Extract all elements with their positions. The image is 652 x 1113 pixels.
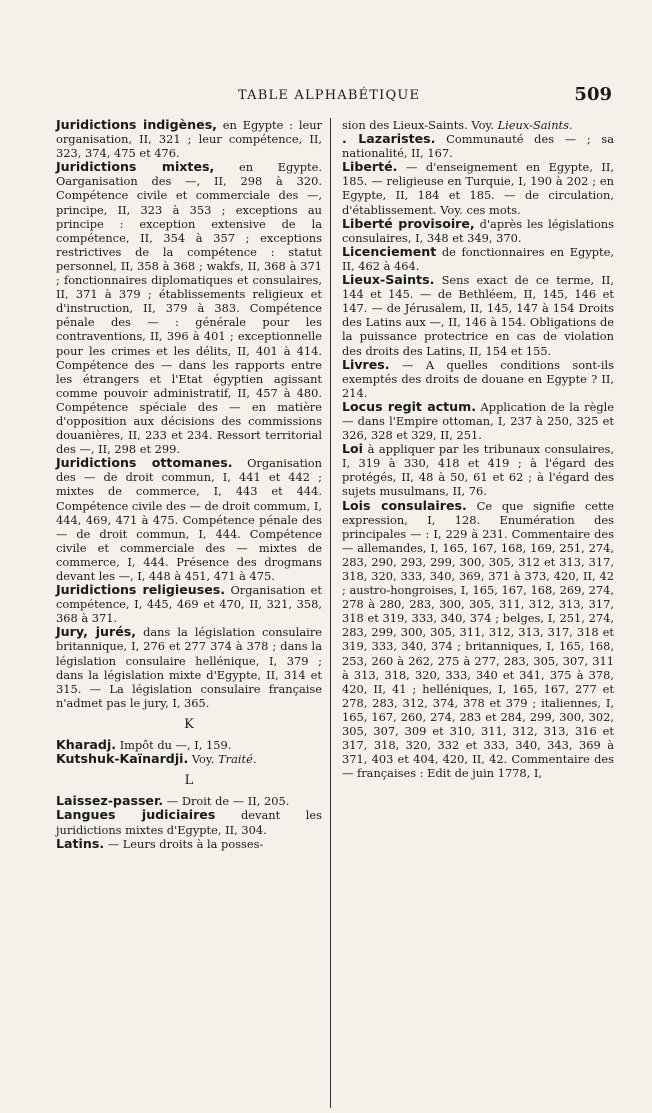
entry-text: — Droit de — II, 205.: [166, 794, 290, 809]
entry-headword: Licenciement: [342, 243, 437, 259]
entry-text: Organisation des — de droit commun, I, 441 et 442 ; mixtes de commerce, I, 443 et 444. Compétence civile des — de droit commum, I, 444, 469, 471 à 475. Compétence pénale des — de droit commun, I, 444. Compétence civile et commerciale des — mixtes de commerce, I, 444. Présence des drogmans devant les —, I, 448 à 451, 471 à 475.: [56, 456, 322, 583]
entry-headword: Loi: [342, 441, 363, 457]
entry-text: en Egypte. Oarganisation des —, II, 298 à 320. Compétence civile et commerciale des —, principe, II, 323 à 353 ; exceptions au principe : exception extensive de la compétence, II, 354 à 357 ; exceptions restrictives de la compétence : statut personnel, II, 358 à 368 ; wakfs, II, 368 à 371 ; fonctionnaires diplomatiques et consulaires, II, 371 à 379 ; établissements religieux et d'instruction, II, 379 à 383. Compétence pénale des — : générale pour les contraventions, II, 396 à 401 ; exceptionnelle pour les crimes et les délits, II, 401 à 414. Compétence des — dans les rapports entre les étrangers et l'Etat égyptien agissant comme pouvoir administratif, II, 457 à 480. Compétence spéciale des — en matière d'opposition aux décisions des commissions douanières, II, 233 et 234. Ressort territorial des —, II, 298 et 299.: [56, 160, 322, 457]
entry-headword: Jury, jurés,: [56, 624, 137, 640]
index-entry: [56, 456, 322, 583]
column-divider: [330, 118, 331, 1108]
index-entry: [342, 273, 614, 358]
entry-headword: Locus regit actum.: [342, 398, 477, 414]
entry-headword: Laissez-passer.: [56, 793, 164, 809]
entry-headword: Latins.: [56, 835, 105, 851]
index-entry: [342, 442, 614, 498]
entry-text: Impôt du —, I, 159.: [119, 738, 232, 753]
index-entry: [342, 499, 614, 781]
index-entry: [342, 217, 614, 245]
entry-text: de fonctionnaires en Egypte, II, 462 à 464.: [342, 244, 614, 273]
entry-text: — d'enseignement en Egypte, II, 185. — religieuse en Turquie, I, 190 à 202 ; en Egypte, II, 184 et 185. — de circulation, d'établissement. Voy. ces mots.: [342, 160, 614, 217]
entry-headword: Kharadj.: [56, 737, 117, 753]
entry-headword: Liberté.: [342, 159, 398, 175]
index-entry: [56, 837, 322, 851]
index-entry: [56, 794, 322, 808]
entry-text: — Leurs droits à la posses-: [107, 836, 264, 851]
entry-text: — A quelles conditions sont-ils exemptés des droits de douane en Egypte ? II, 214.: [342, 357, 614, 400]
running-title: TABLE ALPHABÉTIQUE: [238, 88, 421, 103]
page-number: 509: [574, 84, 612, 105]
entry-headword: Langues judiciaires: [56, 807, 216, 823]
index-entry: [56, 625, 322, 710]
entry-text: à appliquer par les tribunaux consulaires, I, 319 à 330, 418 et 419 ; à l'égard des protégés, II, 48 à 50, 61 et 62 ; à l'égard des sujets musulmans, II, 76.: [342, 442, 615, 499]
index-entry: [56, 752, 322, 766]
page-header: [0, 84, 652, 106]
index-entry: [342, 400, 614, 442]
index-entry: [342, 132, 614, 160]
entry-text: Communauté des — ; sa nationalité, II, 167.: [342, 132, 614, 161]
entry-text: Application de la règle — dans l'Empire ottoman, I, 237 à 250, 325 et 326, 328 et 329, II, 251.: [342, 399, 614, 443]
left-column: [56, 118, 322, 851]
section-letter: K: [184, 716, 194, 732]
entry-text: sion des Lieux-Saints. Voy.: [342, 118, 498, 132]
index-entry: [56, 738, 322, 752]
index-entry: [56, 808, 322, 836]
entry-headword: Livres.: [342, 356, 390, 372]
entry-headword: Liberté provisoire,: [342, 215, 475, 231]
index-entry: [342, 245, 614, 273]
entry-cross-reference: Lieux-Saints.: [497, 118, 573, 132]
entry-text: Sens exact de ce terme, II, 144 et 145. — de Bethléem, II, 145, 146 et 147. — de Jérusalem, II, 145, 147 à 154 Droits des Latins aux —, II, 146 à 154. Obligations de la puissance protectrice en cas de violation des droits des Latins, II, 154 et 155.: [342, 273, 614, 358]
entry-text: dans la législation consulaire britannique, I, 276 et 277 374 à 378 ; dans la législation consulaire hellénique, I, 379 ; dans la législation mixte d'Egypte, II, 314 et 315. — La législation consulaire française n'admet pas le jury, I, 365.: [56, 625, 323, 710]
entry-text: en Egypte : leur organisation, II, 321 ; leur compétence, II, 323, 374, 475 et 476.: [56, 118, 322, 161]
entry-text: Ce que signifie cette expression, I, 128. Enumération des principales — : I, 229 à 231. Commentaire des — allemandes, I, 165, 167, 168, 169, 251, 274, 283, 290, 293, 299, 300, 305, 312 et 313, 317, 318, 320, 333, 340, 369, 371 à 373, 420, II, 42 ; austro-hongroises, I, 165, 167, 168, 269, 274, 278 à 280, 283, 300, 305, 311, 312, 313, 317, 318 et 319, 333, 340, 374 ; belges, I, 251, 274, 283, 299, 300, 305, 311, 312, 313, 317, 318 et 319, 333, 340, 374 ; britanniques, I, 165, 168, 253, 260 à 262, 275 à 277, 283, 305, 307, 311 à 313, 318, 320, 333, 340 et 341, 375 à 378, 420, II, 41 ; helléniques, I, 165, 167, 277 et 278, 283, 312, 374, 378 et 379 ; italiennes, I, 165, 167, 260, 274, 283 et 284, 299, 300, 302, 305, 307, 309 et 310, 311, 312, 313, 316 et 317, 318, 320, 332 et 333, 340, 343, 369 à 371, 403 et 404, 420, II, 42. Commentaire des — françaises : Edit de juin 1778, I,: [342, 498, 614, 781]
entry-headword: . Lazaristes.: [342, 131, 436, 147]
entry-headword: Kutshuk-Kaïnardji.: [56, 751, 189, 767]
entry-headword: Juridictions mixtes,: [56, 159, 215, 175]
entry-text: devant les juridictions mixtes d'Egypte, II, 304.: [56, 808, 323, 837]
index-entry: [56, 160, 322, 456]
entry-cross-reference: Traité.: [218, 752, 257, 767]
index-entry: [56, 583, 322, 625]
entry-text: Organisation et compétence, I, 445, 469 et 470, II, 321, 358, 368 à 371.: [56, 583, 322, 626]
entry-headword: Juridictions religieuses.: [56, 582, 226, 598]
right-column: [342, 118, 614, 780]
entry-headword: Lois consulaires.: [342, 497, 467, 513]
index-entry: [56, 118, 322, 160]
section-letter: L: [184, 773, 194, 789]
entry-text: Voy.: [191, 752, 219, 767]
entry-headword: Juridictions ottomanes.: [56, 455, 233, 471]
index-entry: [342, 358, 614, 400]
entry-headword: Juridictions indigènes,: [56, 117, 217, 132]
index-entry: [342, 118, 614, 132]
entry-text: d'après les législations consulaires, I, 348 et 349, 370.: [342, 216, 614, 245]
index-entry: [342, 160, 614, 216]
entry-headword: Lieux-Saints.: [342, 272, 435, 288]
